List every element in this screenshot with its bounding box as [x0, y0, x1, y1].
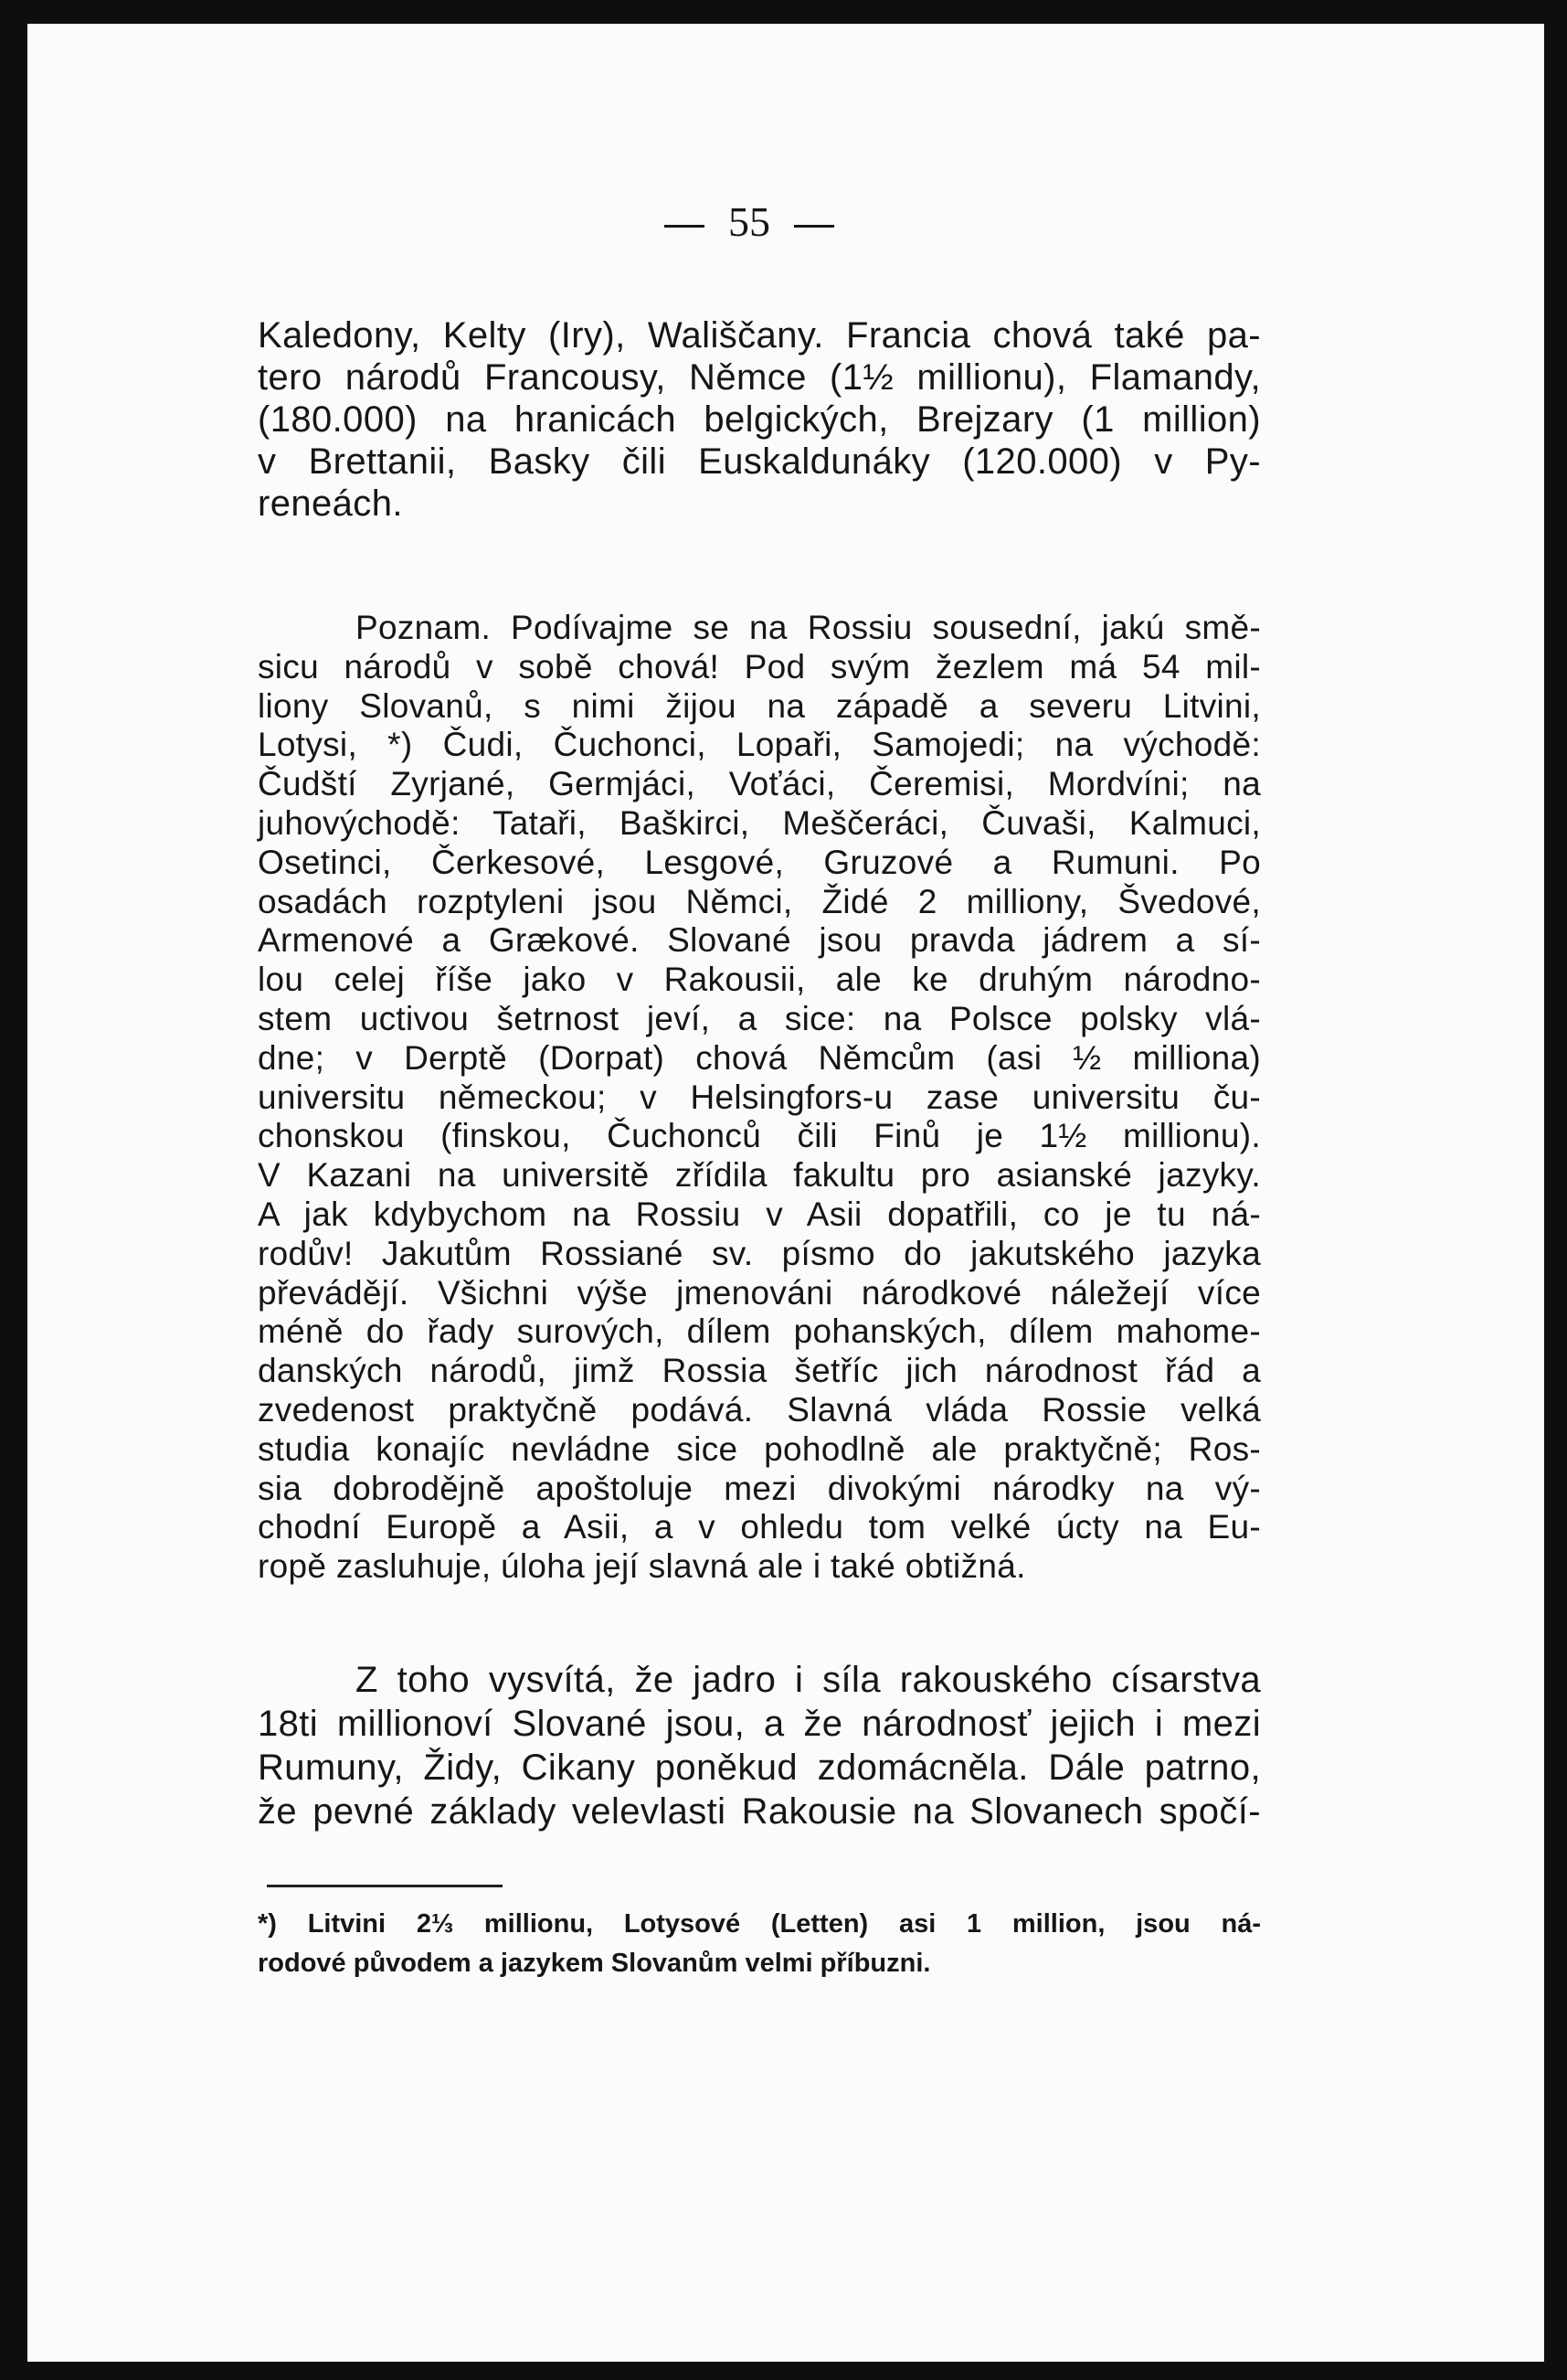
- book-page: [27, 24, 1544, 2362]
- paragraph-line: v Brettanii, Basky čili Euskaldunáky (120.000) v Py-: [258, 441, 1261, 482]
- paragraph-line: zvedenost praktyčně podává. Slavná vláda Rossie velká: [258, 1390, 1261, 1429]
- paragraph-line: Osetinci, Čerkesové, Lesgové, Gruzové a Rumuni. Po: [258, 843, 1261, 881]
- paragraph-line: Z toho vysvítá, že jadro i síla rakouského císarstva: [355, 1660, 1261, 1700]
- paragraph-line: rodův! Jakutům Rossiané sv. písmo do jakutského jazyka: [258, 1234, 1261, 1272]
- paragraph-line: liony Slovanů, s nimi žijou na západě a severu Litvini,: [258, 686, 1261, 725]
- paragraph-line: převádějí. Všichni výše jmenováni národkové náležejí více: [258, 1273, 1261, 1312]
- paragraph-line: tero národů Francousy, Němce (1½ millionu), Flamandy,: [258, 357, 1261, 398]
- paragraph-line: sicu národů v sobě chová! Pod svým žezlem má 54 mil-: [258, 647, 1261, 685]
- paragraph-line: 18ti millionoví Slované jsou, a že národnosť jejich i mezi: [258, 1704, 1261, 1744]
- paragraph-line: dne; v Derptě (Dorpat) chová Němcům (asi ½ milliona): [258, 1038, 1261, 1077]
- page-number: [0, 197, 1508, 246]
- paragraph-line: danských národů, jimž Rossia šetříc jich národnost řád a: [258, 1352, 1261, 1390]
- paragraph-line: Poznam. Podívajme se na Rossiu sousední, jakú smě-: [355, 609, 1261, 646]
- page-number-text: 55: [728, 198, 770, 245]
- page-number-dash-left: [664, 225, 704, 228]
- paragraph-line: Lotysi, *) Čudi, Čuchonci, Lopaři, Samojedi; na východě:: [258, 726, 1261, 764]
- paragraph-line: V Kazani na universitě zřídila fakultu pro asianské jazyky.: [258, 1156, 1261, 1195]
- paragraph-line: universitu německou; v Helsingfors-u zase universitu ču-: [258, 1078, 1261, 1116]
- paragraph-line: chodní Europě a Asii, a v ohledu tom velké úcty na Eu-: [258, 1508, 1261, 1546]
- paragraph-line: studia konajíc nevládne sice pohodlně ale praktyčně; Ros-: [258, 1429, 1261, 1468]
- paragraph-line: Armenové a Grækové. Slované jsou pravda jádrem a sí-: [258, 921, 1261, 960]
- paragraph-line: reneách.: [258, 483, 403, 524]
- paragraph-line: Kaledony, Kelty (Iry), Wališčany. Francia chová také pa-: [258, 315, 1261, 356]
- footnote-line: rodové původem a jazykem Slovanům velmi příbuzni.: [258, 1949, 931, 1978]
- paragraph-line: sia dobrodějně apoštoluje mezi divokými národky na vý-: [258, 1469, 1261, 1507]
- paragraph-line: (180.000) na hranicách belgických, Brejzary (1 million): [258, 399, 1261, 440]
- paragraph-line: lou celej říše jako v Rakousii, ale ke druhým národno-: [258, 961, 1261, 999]
- footnote-divider: [267, 1885, 503, 1887]
- paragraph-3: [258, 1658, 1261, 1833]
- paragraph-1: [258, 314, 1261, 525]
- paragraph-line: ropě zasluhuje, úloha její slavná ale i také obtižná.: [258, 1547, 1026, 1586]
- paragraph-line: A jak kdybychom na Rossiu v Asii dopatřili, co je tu ná-: [258, 1195, 1261, 1233]
- paragraph-2-note: [258, 609, 1261, 1587]
- paragraph-line: méně do řady surových, dílem pohanských, dílem mahome-: [258, 1312, 1261, 1351]
- paragraph-line: chonskou (finskou, Čuchonců čili Finů je 1½ millionu).: [258, 1117, 1261, 1155]
- paragraph-line: stem uctivou šetrnost jeví, a sice: na Polsce polsky vlá-: [258, 999, 1261, 1037]
- page-number-dash-right: [794, 225, 834, 228]
- paragraph-line: juhovýchodě: Tataři, Baškirci, Meščeráci, Čuvaši, Kalmuci,: [258, 803, 1261, 842]
- paragraph-line: Čudští Zyrjané, Germjáci, Voťáci, Čeremisi, Mordvíni; na: [258, 765, 1261, 803]
- paragraph-line: osadách rozptyleni jsou Němci, Židé 2 milliony, Švedové,: [258, 882, 1261, 920]
- footnote: [258, 1905, 1261, 1983]
- footnote-line: *) Litvini 2⅓ millionu, Lotysové (Letten) asi 1 million, jsou ná-: [258, 1909, 1261, 1939]
- paragraph-line: Rumuny, Židy, Cikany poněkud zdomácněla. Dále patrno,: [258, 1748, 1261, 1788]
- paragraph-line: že pevné základy velevlasti Rakousie na Slovanech spočí-: [258, 1791, 1261, 1832]
